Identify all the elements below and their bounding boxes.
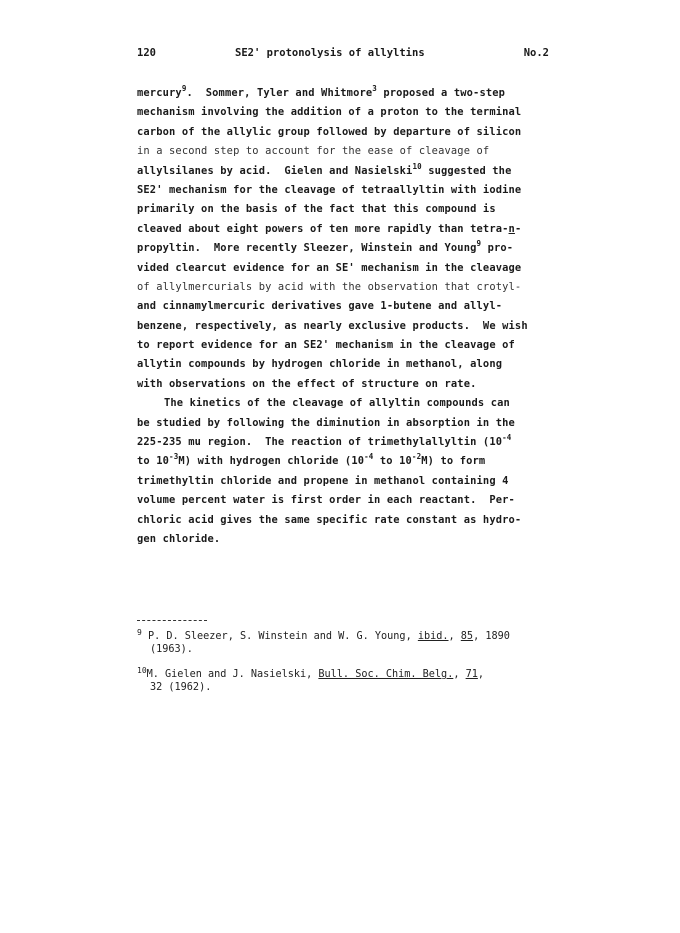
footnote-divider — [137, 620, 207, 621]
footnote-journal: Bull. Soc. Chim. Belg. — [318, 669, 454, 680]
footnote-volume: 71 — [465, 669, 478, 680]
text-line: primarily on the basis of the fact that this compound is — [137, 203, 496, 216]
footnote-journal: ibid. — [417, 631, 449, 642]
text-line: volume percent water is first order in each reactant. Per- — [137, 494, 515, 507]
footnote-volume: 85 — [460, 631, 474, 642]
text-line: and cinnamylmercuric derivatives gave 1-butene and allyl- — [137, 300, 503, 313]
text-line: The kinetics of the cleavage of allyltin compounds can — [164, 397, 510, 410]
text-line: be studied by following the diminution in absorption in the — [137, 416, 515, 429]
text-line: trimethyltin chloride and propene in methanol containing 4 — [137, 474, 509, 487]
text-line: allylsilanes by acid. Gielen and Nasielski$^{10}$ suggested the — [137, 161, 512, 177]
text-line: mercury$^9$. Sommer, Tyler and Whitmore$^3$ proposed a two-step — [137, 84, 506, 99]
text-line: to report evidence for an SE2' mechanism in the cleavage of — [137, 339, 515, 352]
footnote-mark: 10 — [137, 666, 147, 675]
text-line: gen chloride. — [137, 532, 221, 545]
running-title: SE2' protonolysis of allyltins — [235, 47, 425, 59]
text-line: allytin compounds by hydrogen chloride in methanol, along — [137, 358, 503, 371]
text-line: propyltin. More recently Sleezer, Winstein and Young$^9$ pro- — [137, 239, 514, 255]
text-line: benzene, respectively, as nearly exclusive products. We wish — [137, 319, 528, 332]
text-line: 225-235 mu region. The reaction of trimethylallyltin ($10^{-4}$ — [137, 433, 512, 449]
footnote-9: $^9$ P. D. Sleezer, S. Winstein and W. G. Young, ibid., 85, 1890 (1963). — [137, 630, 557, 656]
text-line: carbon of the allylic group followed by departure of silicon — [137, 125, 522, 138]
text-line: in a second step to account for the ease of cleavage of — [137, 145, 490, 158]
page-number: 120 — [137, 47, 156, 59]
text-line: SE2' mechanism for the cleavage of tetraallyltin with iodine — [137, 183, 522, 196]
footnote-10: $^{10}$M. Gielen and J. Nasielski, Bull. Soc. Chim. Belg., 71, 32 (1962). — [137, 668, 557, 694]
issue-number: No.2 — [523, 47, 549, 59]
text-line: of allylmercurials by acid with the observation that crotyl- — [137, 280, 522, 293]
footnote-continuation: (1963). — [150, 644, 193, 655]
text-line: to $10^{-3}M$) with hydrogen chloride ($10^{-4}$ to $10^{-2}M$) to form — [137, 452, 486, 468]
text-line: cleaved about eight powers of ten more rapidly than tetra-n- — [137, 222, 522, 235]
footnote-mark: 9 — [137, 628, 142, 637]
text-line: mechanism involving the addition of a proton to the terminal — [137, 106, 522, 119]
article-body — [137, 84, 557, 549]
footnote-continuation: 32 (1962). — [150, 682, 212, 693]
text-line: chloric acid gives the same specific rate constant as hydro- — [137, 513, 522, 526]
text-line: with observations on the effect of structure on rate. — [137, 377, 477, 390]
running-header — [137, 47, 549, 61]
text-line: vided clearcut evidence for an SE' mechanism in the cleavage — [137, 261, 522, 274]
